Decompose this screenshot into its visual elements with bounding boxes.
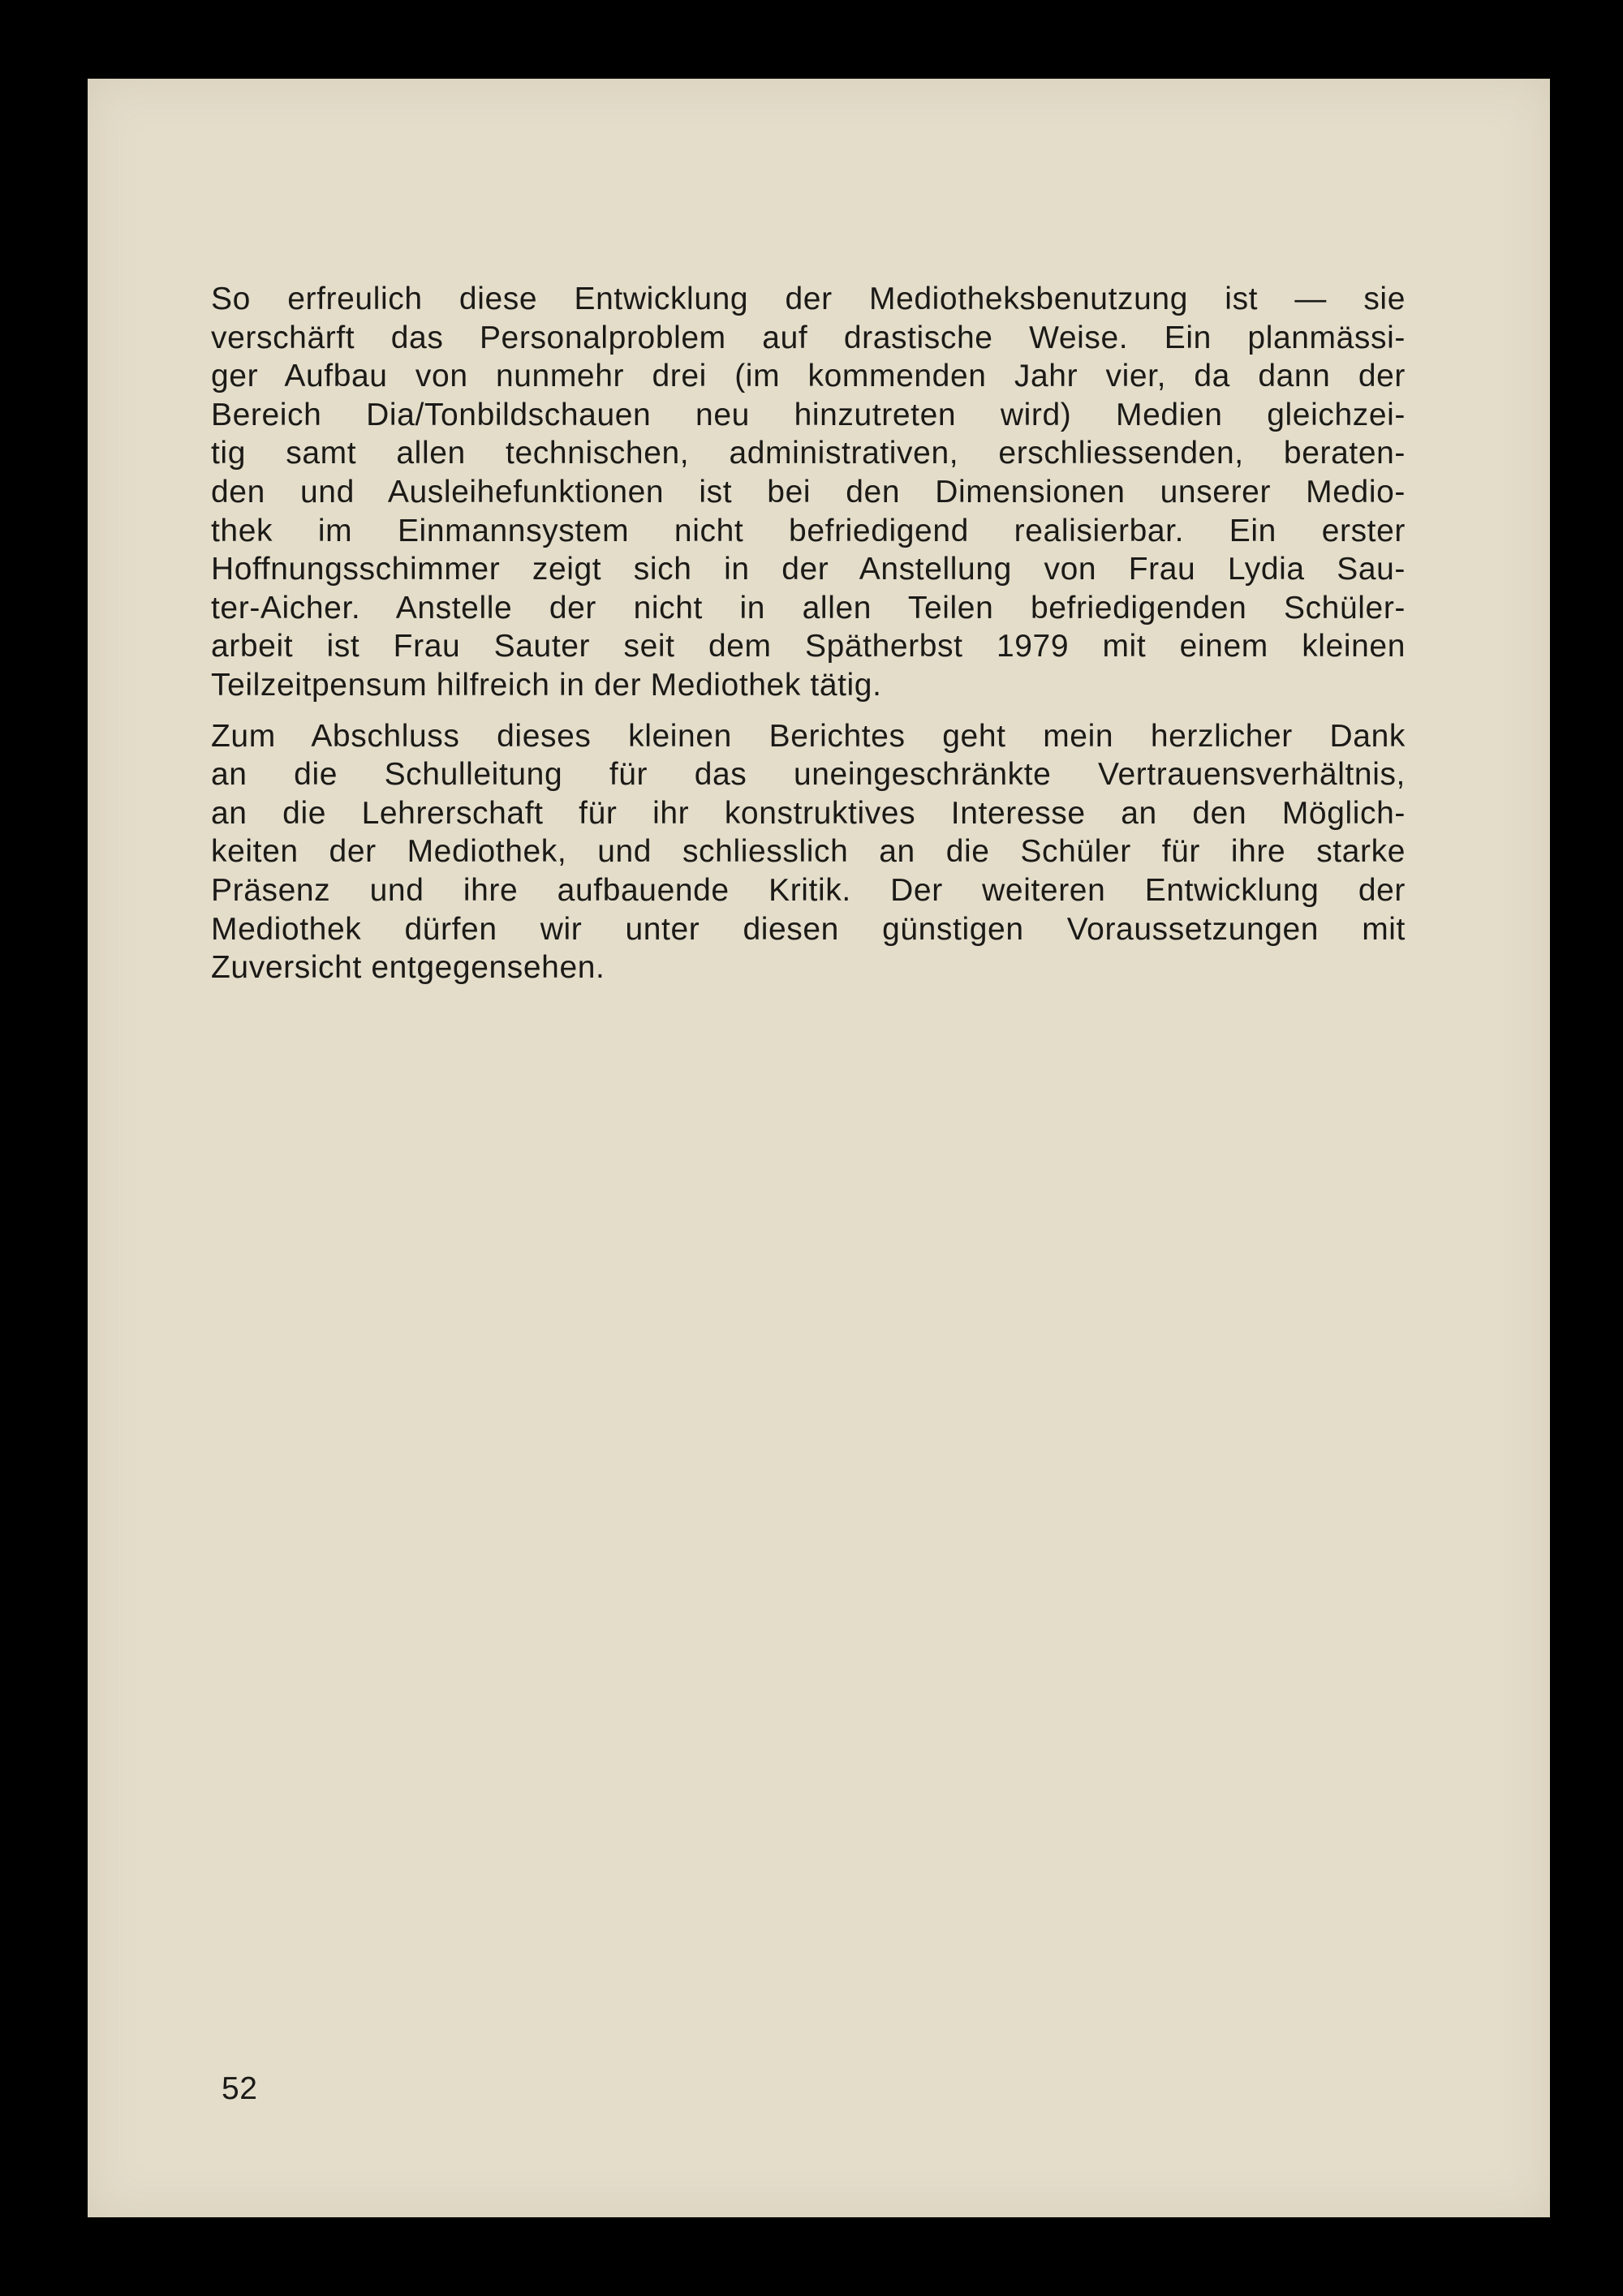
text-line: thek im Einmannsystem nicht befriedigend realisierbar. Ein erster [211, 513, 1406, 548]
text-line: arbeit ist Frau Sauter seit dem Spätherbst 1979 mit einem kleinen [211, 629, 1406, 664]
text-line: Präsenz und ihre aufbauende Kritik. Der weiteren Entwicklung der [211, 872, 1406, 908]
text-line: Bereich Dia/Tonbildschauen neu hinzutreten wird) Medien gleichzei- [211, 397, 1406, 432]
document-page [88, 79, 1550, 2217]
body-text [211, 280, 1406, 987]
text-line: verschärft das Personalproblem auf drastische Weise. Ein planmässi- [211, 320, 1406, 355]
text-line: So erfreulich diese Entwicklung der Mediotheksbenutzung ist — sie [211, 282, 1406, 316]
text-line: Zum Abschluss dieses kleinen Berichtes geht mein herzlicher Dank [211, 718, 1406, 754]
text-line: an die Schulleitung für das uneingeschränkte Vertrauensverhältnis, [211, 757, 1406, 793]
text-line: tig samt allen technischen, administrativen, erschliessenden, beraten- [211, 436, 1406, 471]
text-line: Teilzeitpensum hilfreich in der Mediothek tätig. [211, 667, 882, 703]
paragraph-2 [211, 717, 1406, 987]
text-line: ter-Aicher. Anstelle der nicht in allen Teilen befriedigenden Schüler- [211, 590, 1406, 626]
text-line: Mediothek dürfen wir unter diesen günstigen Voraussetzungen mit [211, 911, 1406, 947]
text-line: an die Lehrerschaft für ihr konstruktives Interesse an den Möglich- [211, 795, 1406, 831]
text-line: ger Aufbau von nunmehr drei (im kommenden Jahr vier, da dann der [211, 359, 1406, 394]
text-line: Zuversicht entgegensehen. [211, 950, 605, 986]
page-number: 52 [222, 2071, 258, 2106]
paragraph-1 [211, 280, 1406, 705]
text-line: den und Ausleihefunktionen ist bei den Dimensionen unserer Medio- [211, 474, 1406, 510]
text-line: Hoffnungsschimmer zeigt sich in der Anstellung von Frau Lydia Sau- [211, 552, 1406, 587]
text-line: keiten der Mediothek, und schliesslich an die Schüler für ihre starke [211, 834, 1406, 870]
